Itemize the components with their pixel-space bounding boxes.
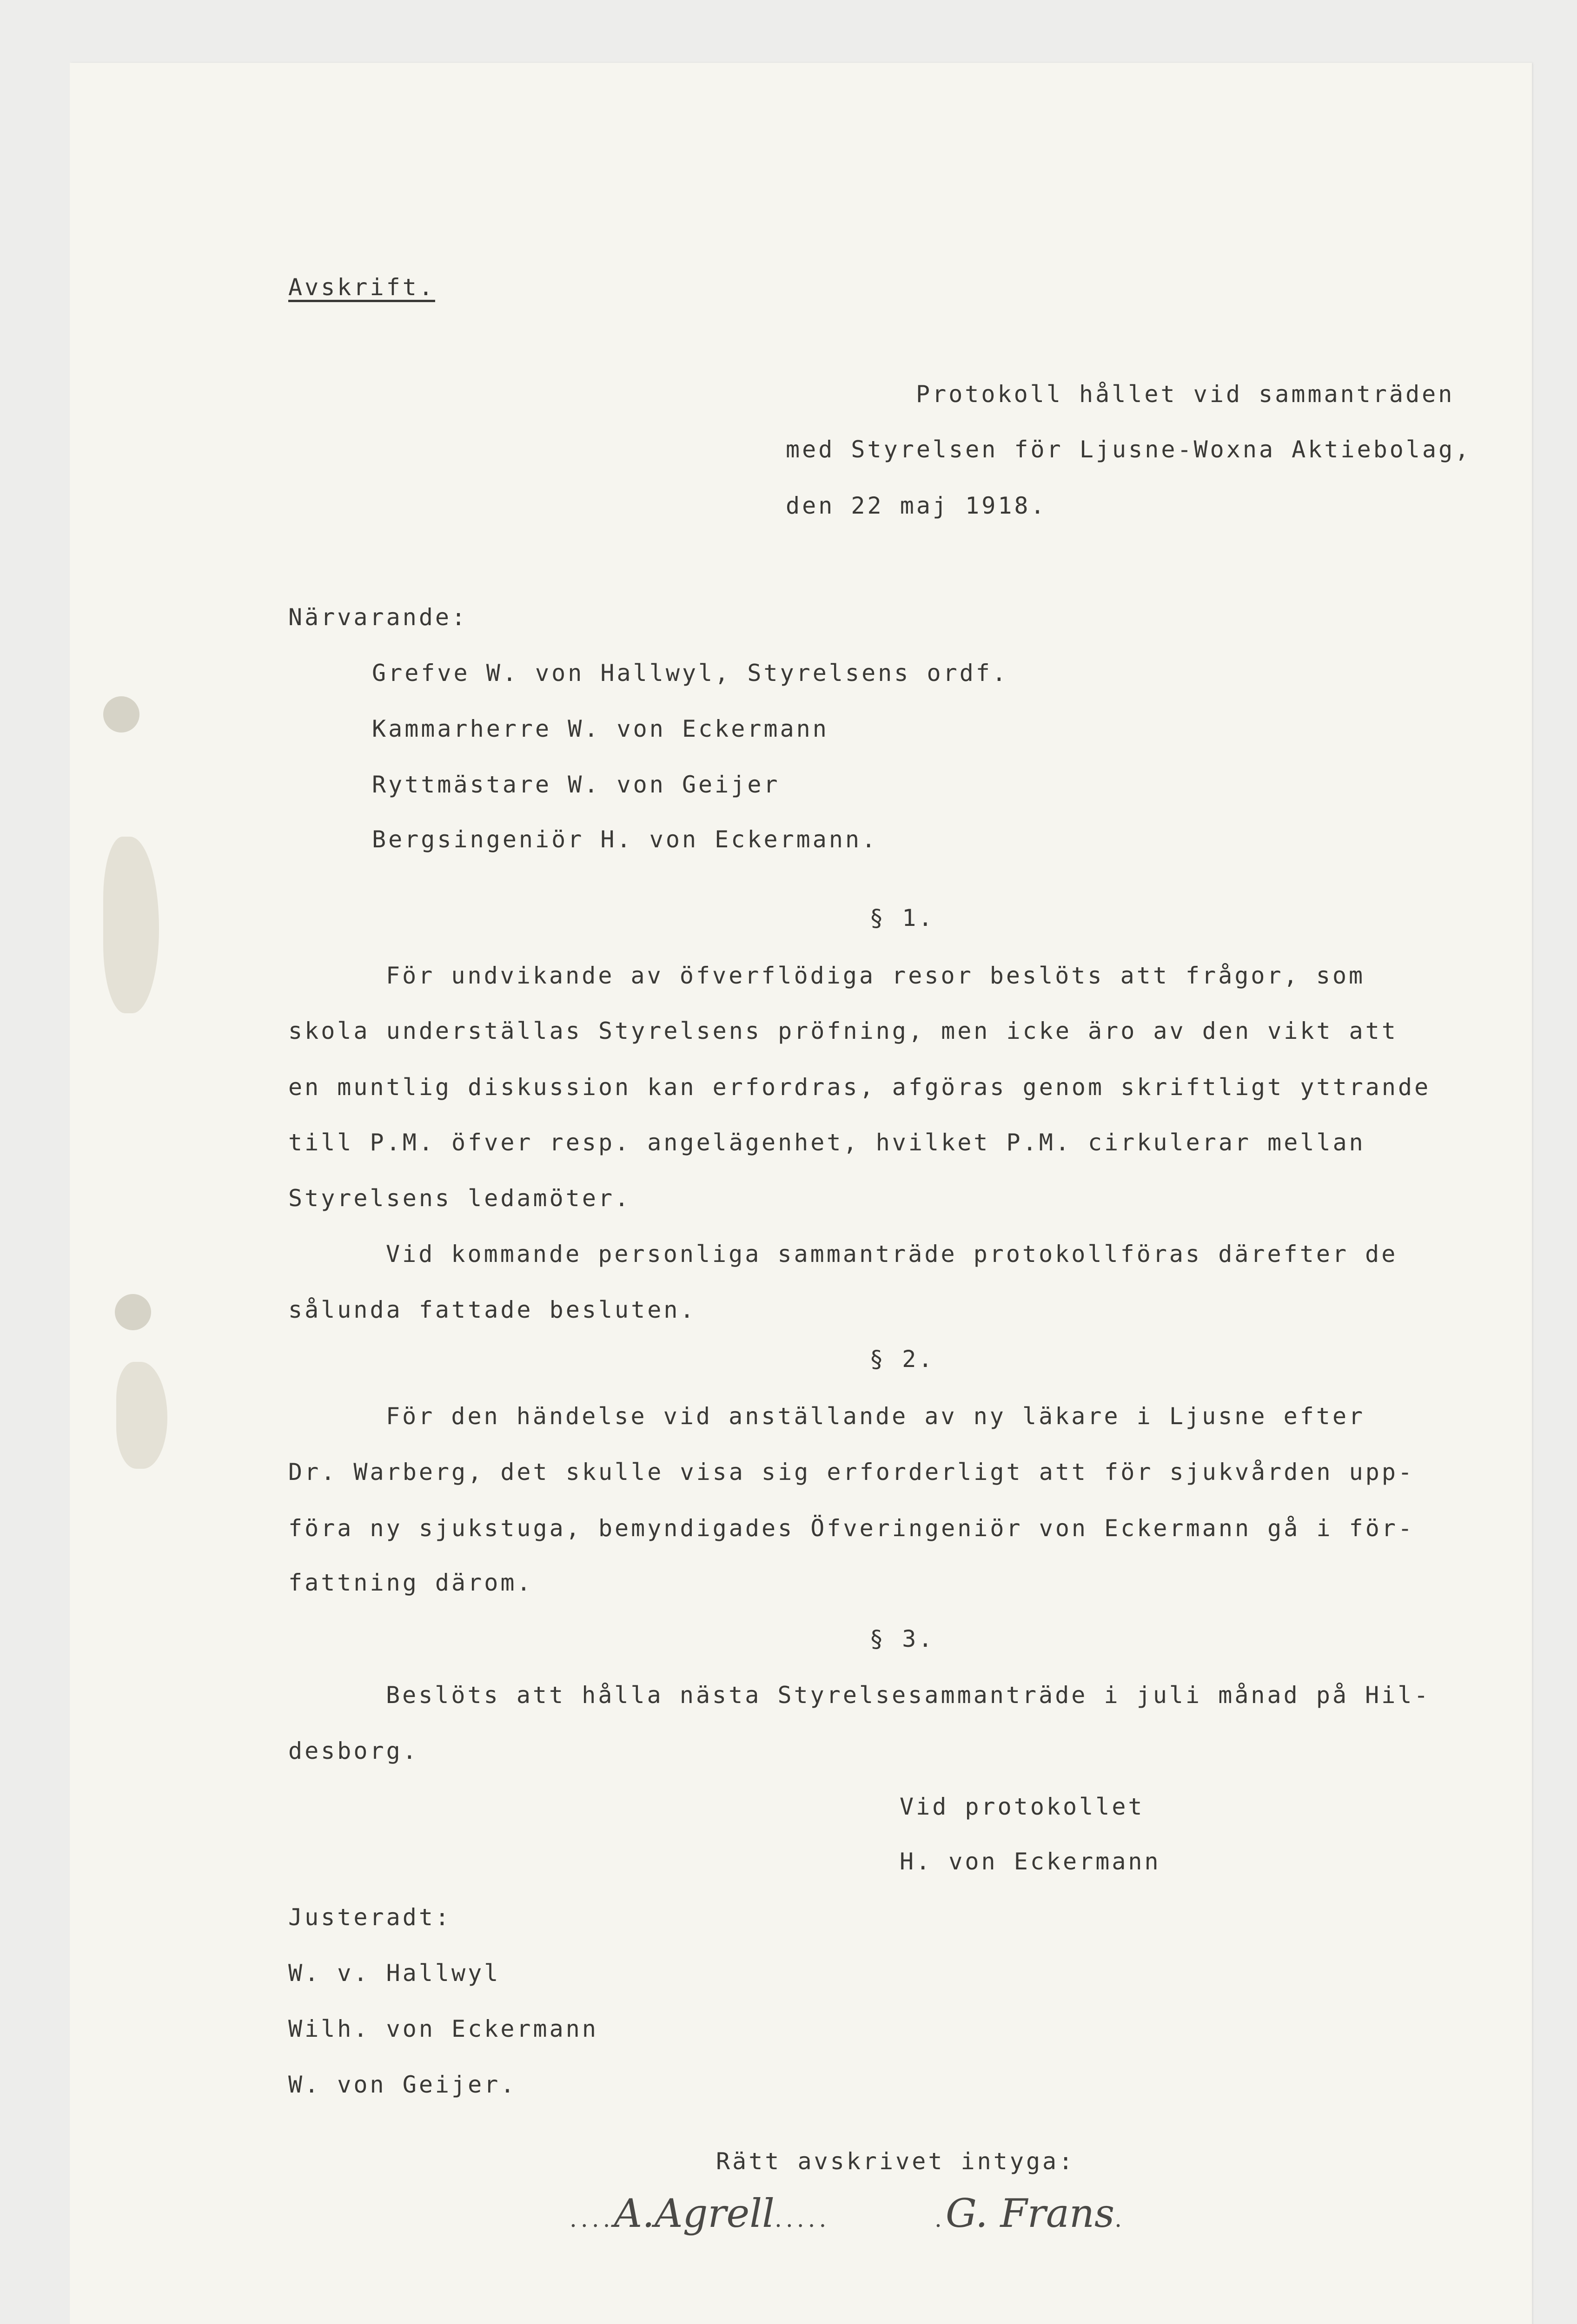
adjusted-member: W. v. Hallwyl <box>288 1960 501 1987</box>
closing-line: Vid protokollet <box>900 1793 1145 1820</box>
paragraph-line: desborg. <box>288 1737 419 1764</box>
paragraph-line: till P.M. öfver resp. angelägenhet, hvilket P.M. cirkulerar mellan <box>288 1129 1365 1156</box>
protocol-date: den 22 maj 1918. <box>786 492 1047 519</box>
paragraph-line: sålunda fattade besluten. <box>288 1296 696 1323</box>
adjusted-member: W. von Geijer. <box>288 2071 517 2098</box>
signature-dots: . <box>934 2205 946 2232</box>
section-mark: § 3. <box>869 1625 935 1652</box>
paragraph-line: Vid kommande personliga sammanträde protokollföras därefter de <box>386 1241 1398 1268</box>
handwritten-signature <box>934 2191 1126 2236</box>
present-member: Ryttmästare W. von Geijer <box>372 771 780 798</box>
section-mark: § 2. <box>869 1346 935 1373</box>
paragraph-line: fattning därom. <box>288 1569 533 1596</box>
paragraph-line: För den händelse vid anställande av ny läkare i Ljusne efter <box>386 1403 1365 1430</box>
signature-dots: .... <box>570 2205 614 2232</box>
signature-dots: ..... <box>774 2205 830 2232</box>
paragraph-line: För undvikande av öfverflödiga resor beslöts att frågor, som <box>386 962 1365 989</box>
adjusted-member: Wilh. von Eckermann <box>288 2015 598 2042</box>
paragraph-line: skola underställas Styrelsens pröfning, men icke äro av den vikt att <box>288 1017 1398 1044</box>
signature-dots: . <box>1114 2205 1126 2232</box>
present-member: Kammarherre W. von Eckermann <box>372 715 829 742</box>
present-member: Grefve W. von Hallwyl, Styrelsens ordf. <box>372 660 1008 687</box>
adjusted-label: Justeradt: <box>288 1904 452 1931</box>
closing-signatory: H. von Eckermann <box>900 1848 1161 1875</box>
protocol-title-line: med Styrelsen för Ljusne-Woxna Aktiebolag, <box>786 436 1471 463</box>
present-member: Bergsingeniör H. von Eckermann. <box>372 826 878 853</box>
paragraph-line: föra ny sjukstuga, bemyndigades Öfveringeniör von Eckermann gå i för- <box>288 1515 1415 1542</box>
heading: Avskrift. <box>288 274 435 301</box>
certify-label: Rätt avskrivet intyga: <box>716 2148 1075 2175</box>
punch-hole-top <box>103 696 139 733</box>
present-label: Närvarande: <box>288 604 468 631</box>
paragraph-line: Styrelsens ledamöter. <box>288 1185 631 1212</box>
punch-hole-bottom <box>115 1294 151 1330</box>
paragraph-line: Beslöts att hålla nästa Styrelsesammanträde i juli månad på Hil- <box>386 1682 1431 1709</box>
signature-text: G. Frans <box>945 2191 1115 2236</box>
protocol-title-line: Protokoll hållet vid sammanträden <box>916 381 1455 408</box>
section-mark: § 1. <box>869 905 935 931</box>
signature-text: A.Agrell <box>614 2191 775 2236</box>
paragraph-line: Dr. Warberg, det skulle visa sig erforderligt att för sjukvården upp- <box>288 1459 1415 1486</box>
paragraph-line: en muntlig diskussion kan erfordras, afgöras genom skriftligt yttrande <box>288 1074 1431 1101</box>
handwritten-signature <box>570 2191 830 2236</box>
